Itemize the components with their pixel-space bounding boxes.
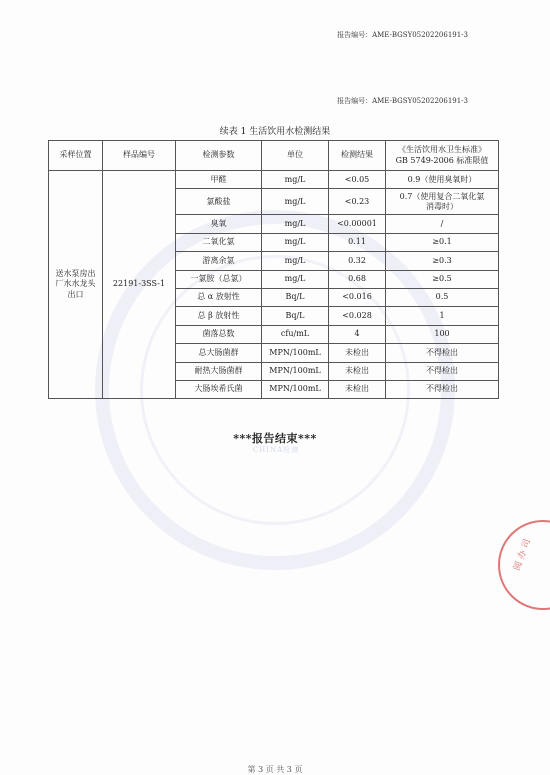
cell-limit: 1 <box>386 307 499 325</box>
cell-unit: cfu/mL <box>262 325 329 343</box>
table-title: 续表 1 生活饮用水检测结果 <box>219 127 331 137</box>
cell-unit: mg/L <box>262 171 329 189</box>
watermark-text: CHINA检测 <box>252 446 300 454</box>
cell-parameter: 氯酸盐 <box>176 189 262 215</box>
cell-limit: / <box>386 215 499 233</box>
cell-limit: ≥0.5 <box>386 270 499 288</box>
cell-parameter: 臭氧 <box>176 215 262 233</box>
cell-parameter: 二氧化氯 <box>176 233 262 251</box>
header-parameter: 检测参数 <box>176 141 262 171</box>
cell-parameter: 总大肠菌群 <box>176 344 262 362</box>
cell-result: 4 <box>329 325 386 343</box>
cell-result: <0.028 <box>329 307 386 325</box>
cell-limit: 不得检出 <box>386 362 499 380</box>
report-number: 报告编号：AME-BGSY05202206191-3 <box>337 97 468 105</box>
cell-result: <0.05 <box>329 171 386 189</box>
cell-unit: MPN/100mL <box>262 344 329 362</box>
cell-result: 0.68 <box>329 270 386 288</box>
cell-result: 未检出 <box>329 362 386 380</box>
cell-result: 0.11 <box>329 233 386 251</box>
cell-unit: mg/L <box>262 189 329 215</box>
header-standard-limit <box>386 141 499 171</box>
header-result: 检测结果 <box>329 141 386 171</box>
cell-parameter: 大肠埃希氏菌 <box>176 380 262 398</box>
cell-parameter: 菌落总数 <box>176 325 262 343</box>
cell-sample-no: 22191-3SS-1 <box>103 171 176 399</box>
cell-parameter: 游离余氯 <box>176 252 262 270</box>
report-number-top: 报告编号：AME-BGSY05202206191-3 <box>337 31 468 39</box>
cell-unit: MPN/100mL <box>262 362 329 380</box>
header-standard-line2: GB 5749-2006 标准限值 <box>395 155 489 165</box>
cell-limit: 0.5 <box>386 288 499 306</box>
cell-result: <0.00001 <box>329 215 386 233</box>
cell-result: 未检出 <box>329 380 386 398</box>
cell-parameter: 耐热大肠菌群 <box>176 362 262 380</box>
cell-location: 送水泵房出厂水水龙头出口 <box>49 171 103 399</box>
cell-unit: mg/L <box>262 233 329 251</box>
cell-unit: mg/L <box>262 270 329 288</box>
cell-limit: ≥0.3 <box>386 252 499 270</box>
cell-result: <0.23 <box>329 189 386 215</box>
table-row <box>49 171 499 189</box>
cell-parameter: 总 α 放射性 <box>176 288 262 306</box>
header-sample-no: 样品编号 <box>103 141 176 171</box>
cell-parameter: 总 β 放射性 <box>176 307 262 325</box>
cell-result: 0.32 <box>329 252 386 270</box>
cell-unit: MPN/100mL <box>262 380 329 398</box>
cell-result: <0.016 <box>329 288 386 306</box>
header-standard-line1: 《生活饮用水卫生标准》 <box>398 145 486 155</box>
header-unit: 单位 <box>262 141 329 171</box>
report-end-mark: ***报告结束*** <box>233 432 317 445</box>
cell-unit: mg/L <box>262 215 329 233</box>
cell-unit: Bq/L <box>262 307 329 325</box>
seal-text: 阅 办 司 <box>512 537 534 573</box>
results-table <box>48 140 499 399</box>
cell-limit: 100 <box>386 325 499 343</box>
cell-unit: Bq/L <box>262 288 329 306</box>
header-location: 采样位置 <box>49 141 103 171</box>
page-number: 第 3 页 共 3 页 <box>247 765 303 774</box>
cell-unit: mg/L <box>262 252 329 270</box>
cell-parameter: 甲醛 <box>176 171 262 189</box>
cell-limit: 不得检出 <box>386 344 499 362</box>
cell-limit: ≥0.1 <box>386 233 499 251</box>
cell-limit: 0.9（使用臭氧时） <box>386 171 499 189</box>
cell-limit: 不得检出 <box>386 380 499 398</box>
cell-parameter: 一氯胺（总氯） <box>176 270 262 288</box>
cell-limit: 0.7（使用复合二氧化氯消毒时） <box>386 189 499 215</box>
cell-result: 未检出 <box>329 344 386 362</box>
table-header-row <box>49 141 499 171</box>
